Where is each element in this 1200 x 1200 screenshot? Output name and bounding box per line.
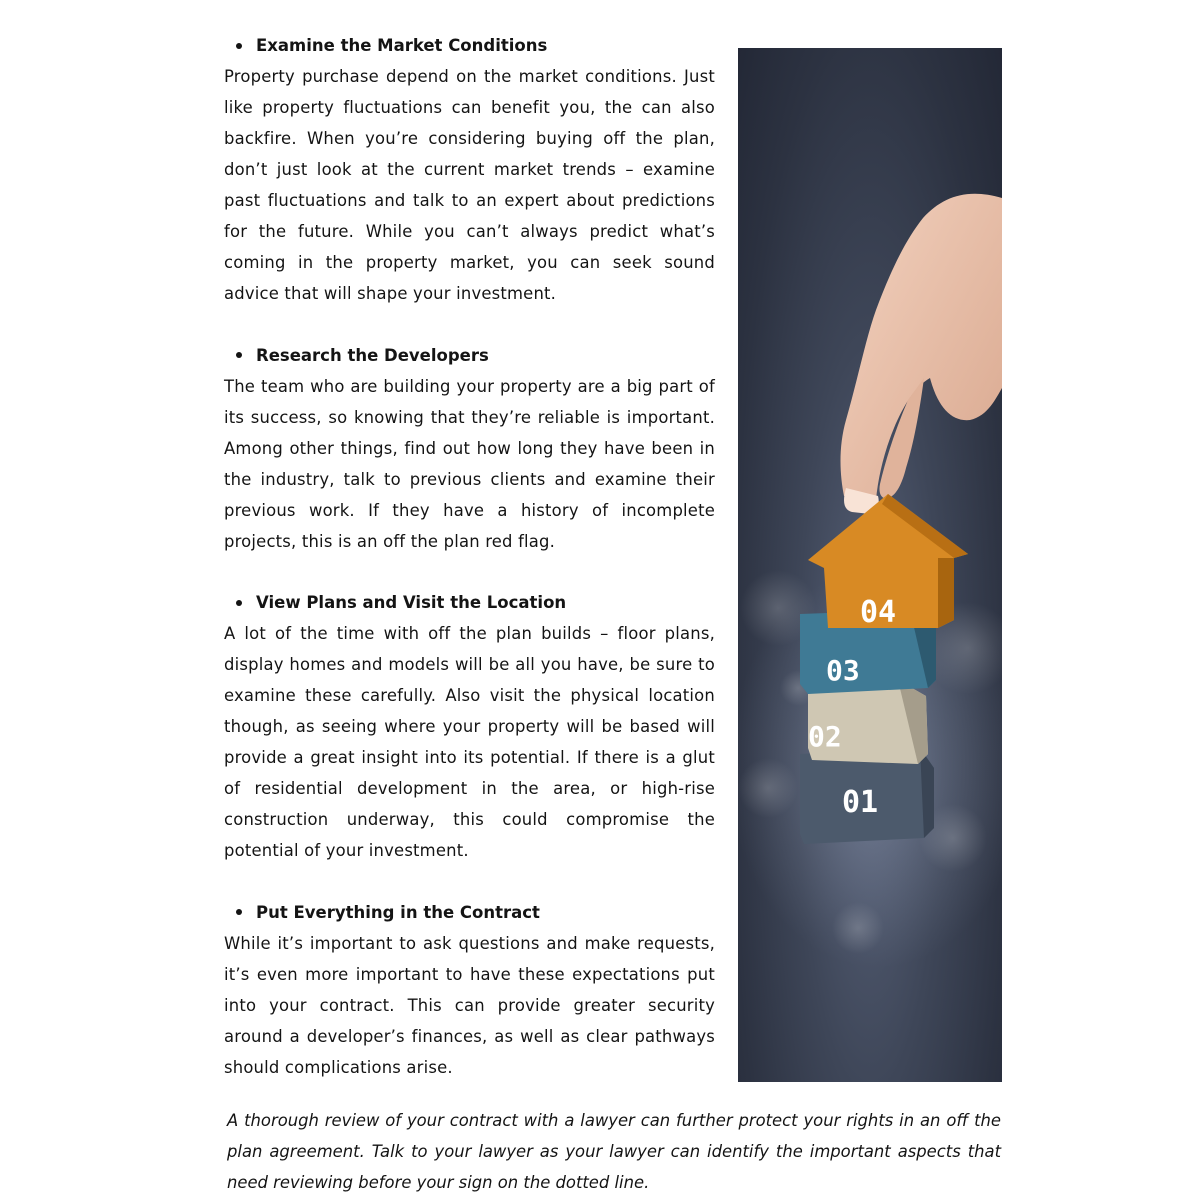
heading-text: View Plans and Visit the Location: [256, 593, 567, 612]
bullet-icon: [236, 909, 242, 915]
heading-text: Put Everything in the Contract: [256, 902, 540, 922]
house-blocks-illustration: [738, 48, 1002, 1082]
section-heading: [224, 587, 715, 618]
section-paragraph: Property purchase depend on the market conditions. Just like property fluctuations can benefit you, the can also backfire. When you’re considering buying off the plan, don’t just look at the current market trends – examine past fluctuations and talk to an expert about predictions for the future. While you can’t always predict what’s coming in the property market, you can seek sound advice that will shape your investment.: [224, 67, 715, 303]
block-number: 02: [808, 720, 842, 753]
block-number: 01: [842, 785, 879, 820]
section-heading: [224, 340, 715, 371]
heading-text: Examine the Market Conditions: [256, 36, 548, 55]
section-market-conditions: [224, 30, 715, 309]
block-04-house: [808, 494, 968, 630]
hand-graphic: [841, 194, 1003, 514]
section-view-plans: [224, 587, 715, 866]
section-research-developers: [224, 340, 715, 557]
closing-note: A thorough review of your contract with a lawyer can further protect your rights in an off the plan agreement. Talk to your lawyer as your lawyer can identify the important aspects that need reviewing before your sign on the dotted line.: [227, 1111, 1001, 1192]
heading-text: Research the Developers: [256, 345, 489, 365]
bullet-icon: [236, 352, 242, 358]
section-paragraph: A lot of the time with off the plan builds – floor plans, display homes and models will be all you have, be sure to examine these carefully. Also visit the physical location though, as seeing where your property will be based will provide a great insight into its potential. If there is a glut of residential development in the area, or high-rise construction underway, this could compromise the potential of your investment.: [224, 624, 715, 860]
article-body: [224, 30, 715, 1113]
section-heading: [224, 897, 715, 928]
section-heading: [224, 30, 715, 61]
block-number: 04: [860, 595, 897, 630]
bullet-icon: [236, 43, 242, 49]
block-number: 03: [826, 654, 860, 687]
illustration-svg: [738, 48, 1002, 1082]
section-paragraph: The team who are building your property are a big part of its success, so knowing that they’re reliable is important. Among other things, find out how long they have been in the industry, talk to previous clients and examine their previous work. If they have a history of incomplete projects, this is an off the plan red flag.: [224, 376, 715, 551]
section-paragraph: While it’s important to ask questions and make requests, it’s even more important to have these expectations put into your contract. This can provide greater security around a developer’s finances, as well as clear pathways should complications arise.: [224, 933, 715, 1077]
section-contract: [224, 897, 715, 1083]
bullet-icon: [236, 600, 242, 606]
